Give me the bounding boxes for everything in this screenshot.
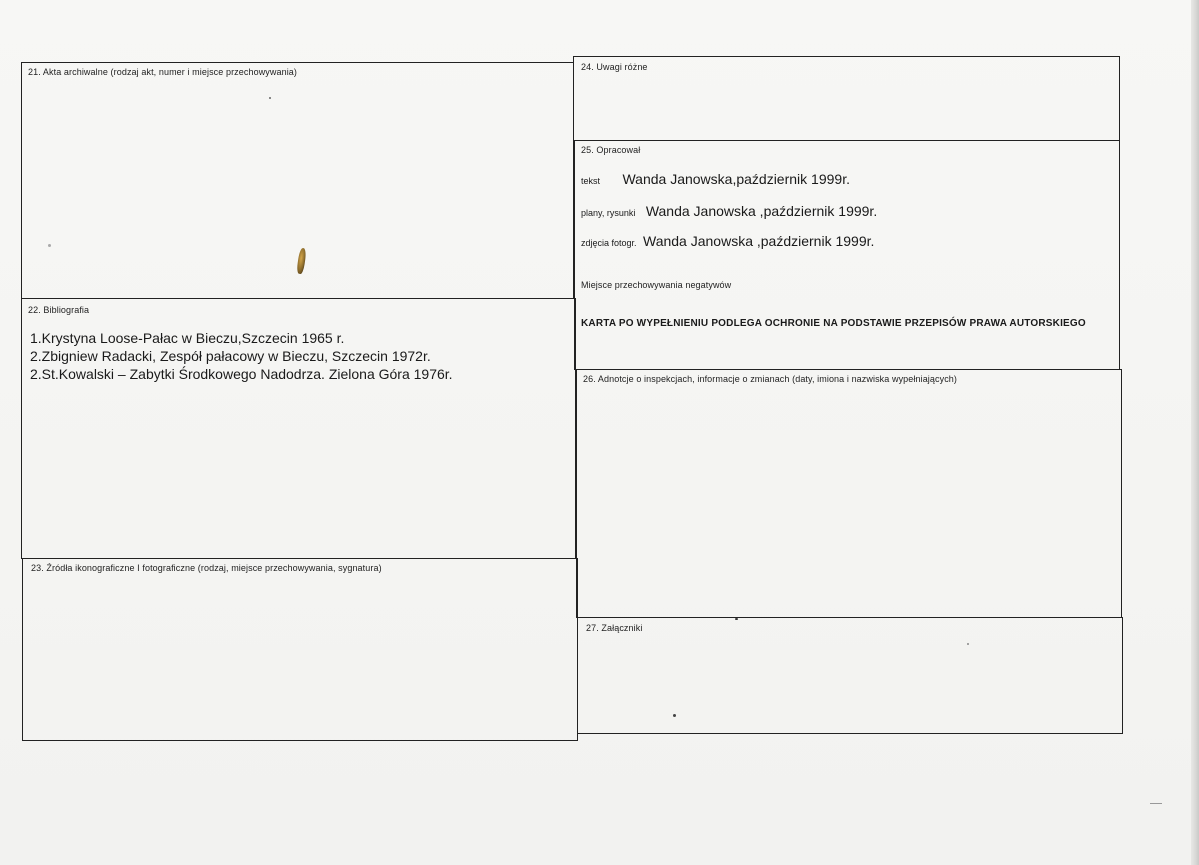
bibliography-list [30,329,453,383]
paper-speck [1150,803,1162,804]
bibliography-entry: 2.St.Kowalski – Zabytki Środkowego Nadodrza. Zielona Góra 1976r. [30,366,453,382]
prepared-plans-value: Wanda Janowska ,październik 1999r. [645,203,878,219]
section-25-label: 25. Opracował [581,145,641,155]
prepared-text-label: tekst [581,176,601,186]
section-21-label: 21. Akta archiwalne (rodzaj akt, numer i miejsce przechowywania) [28,67,298,77]
paper-speck [48,244,51,247]
copyright-notice: KARTA PO WYPEŁNIENIU PODLEGA OCHRONIE NA PODSTAWIE PRZEPISÓW PRAWA AUTORSKIEGO [581,318,1086,329]
prepared-plans-label: plany, rysunki [581,208,636,218]
section-26-inspection-notes [576,369,1122,618]
paper-speck [269,97,271,99]
prepared-text-row [581,171,850,189]
section-26-label: 26. Adnotcje o inspekcjach, informacje o zmianach (daty, imiona i nazwiska wypełniających) [583,374,958,384]
prepared-photos-value: Wanda Janowska ,październik 1999r. [643,233,875,249]
negatives-location-label: Miejsce przechowywania negatywów [581,280,732,290]
prepared-photos-label: zdjęcia fotogr. [581,238,637,248]
prepared-plans-row [581,203,877,221]
prepared-text-value: Wanda Janowska,październik 1999r. [622,171,850,187]
section-24-remarks [573,56,1120,141]
section-22-label: 22. Bibliografia [28,305,90,315]
section-22-bibliography [21,298,576,559]
section-23-iconographic-sources [22,558,578,741]
paper-speck [673,714,676,717]
bibliography-entry: 2.Zbigniew Radacki, Zespół pałacowy w Bieczu, Szczecin 1972r. [30,348,431,364]
paper-speck [735,618,738,620]
section-27-label: 27. Załączniki [586,623,643,633]
section-23-label: 23. Źródła ikonograficzne I fotograficzne (rodzaj, miejsce przechowywania, sygnatura) [31,563,382,573]
section-27-attachments [577,617,1123,734]
paper-speck [967,643,969,645]
section-24-label: 24. Uwagi różne [581,62,648,72]
page-edge [1191,0,1199,865]
prepared-photos-row [581,233,874,251]
bibliography-entry: 1.Krystyna Loose-Pałac w Bieczu,Szczecin 1965 r. [30,330,345,346]
section-25-prepared-by [574,140,1120,370]
